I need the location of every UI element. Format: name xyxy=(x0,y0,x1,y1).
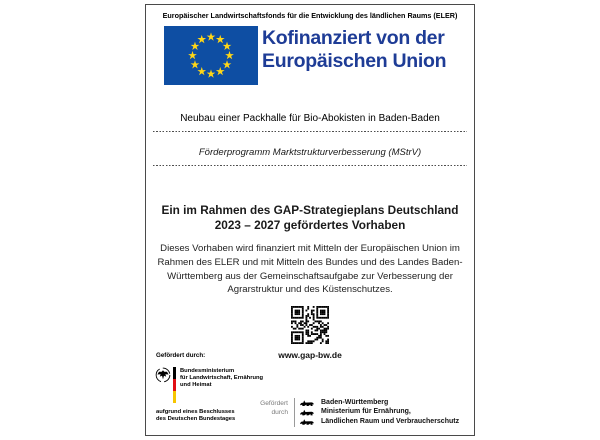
funding-paragraph: Dieses Vorhaben wird finanziert mit Mitteln der Europäischen Union im Rahmen des ELER und mit Mitteln des Bundes und des Landes Baden-Württemberg aus der Gemeinschaftsaufgabe zur Verbesserung der Agrarstruktur und des Küstenschutzes. xyxy=(157,243,463,296)
funding-poster xyxy=(145,4,475,436)
bw-gefoerdert-label xyxy=(201,400,288,417)
bmel-line2: für Landwirtschaft, Ernährung xyxy=(180,375,264,381)
bw-ministry-name xyxy=(321,398,459,426)
german-flag-stripe xyxy=(173,367,176,403)
gap-heading xyxy=(146,203,474,233)
bmel-line3: und Heimat xyxy=(180,382,212,388)
qr-code-icon xyxy=(291,306,329,344)
eu-flag-icon xyxy=(164,26,258,85)
gap-heading-line2: 2023 – 2027 gefördertes Vorhaben xyxy=(214,218,406,232)
bmel-ministry-name xyxy=(180,368,263,389)
bw-three-lions-icon xyxy=(299,399,317,427)
eler-header: Europäischer Landwirtschaftsfonds für die Entwicklung des ländlichen Raums (ELER) xyxy=(162,11,458,20)
bundestag-note-line2: des Deutschen Bundestages xyxy=(156,416,236,422)
project-title: Neubau einer Packhalle für Bio-Abokisten in Baden-Baden xyxy=(180,113,440,124)
vertical-divider xyxy=(294,398,295,427)
website-url: www.gap-bw.de xyxy=(278,350,342,360)
bw-gefoerdert-line1: Gefördert xyxy=(260,400,288,407)
federal-eagle-icon xyxy=(155,367,171,383)
bw-line3: Ländlichen Raum und Verbraucherschutz xyxy=(321,417,460,425)
gefoerdert-durch-label: Gefördert durch: xyxy=(156,352,206,359)
bw-line2: Ministerium für Ernährung, xyxy=(321,408,411,416)
bw-gefoerdert-line2: durch xyxy=(271,408,288,416)
bmel-line1: Bundesministerium xyxy=(180,368,235,374)
bundestag-note-line1: aufgrund eines Beschlusses xyxy=(156,409,235,415)
dashed-divider xyxy=(153,165,467,166)
bw-line1: Baden-Württemberg xyxy=(321,399,389,406)
dashed-divider xyxy=(153,131,467,132)
eu-cofunded-title xyxy=(262,27,446,73)
eu-title-line2: Europäischen Union xyxy=(262,50,447,72)
program-line: Förderprogramm Marktstrukturverbesserung (MStrV) xyxy=(198,147,422,158)
gap-heading-line1: Ein im Rahmen des GAP-Strategieplans Deutschland xyxy=(161,203,459,217)
eu-title-line1: Kofinanziert von der xyxy=(262,27,445,49)
